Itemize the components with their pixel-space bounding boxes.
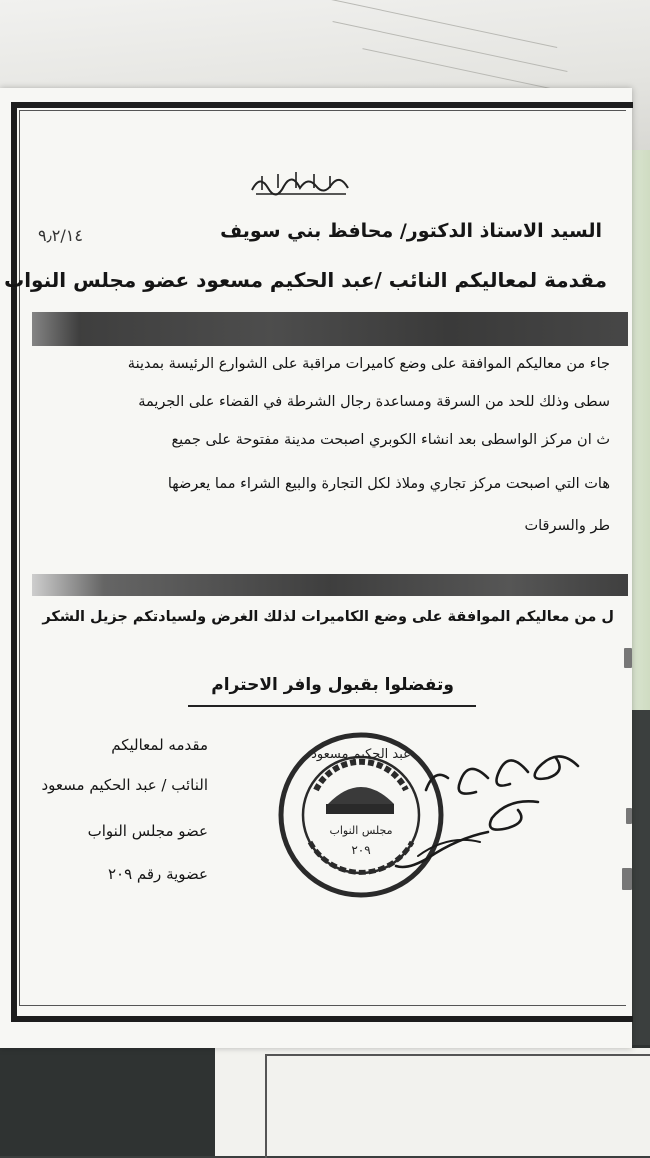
stamp-inner-text: مجلس النواب bbox=[329, 824, 393, 837]
letter-sheet bbox=[0, 88, 632, 1048]
addressee-line: السيد الاستاذ الدكتور/ محافظ بني سويف bbox=[220, 220, 602, 242]
handwritten-signature bbox=[388, 738, 598, 878]
body-line-1: جاء من معاليكم الموافقة على وضع كاميرات مراقبة على الشوارع الرئيسة بمدينة bbox=[127, 356, 610, 372]
body-line-2: سطى وذلك للحد من السرقة ومساعدة رجال الشرطة في القضاء على الجريمة bbox=[138, 394, 610, 410]
body-line-3: ث ان مركز الواسطى بعد انشاء الكوبري اصبحت مدينة مفتوحة على جميع bbox=[171, 432, 610, 448]
redaction-bar bbox=[32, 574, 628, 596]
background-form-sheet bbox=[215, 1048, 650, 1156]
request-line: ل من معاليكم الموافقة على وضع الكاميرات لذلك الغرض ولسيادتكم جزيل الشكر bbox=[42, 609, 614, 625]
closing-line: وتفضلوا بقبول وافر الاحترام bbox=[211, 675, 454, 695]
stamp-outer-text: عبد الحكيم مسعود bbox=[311, 747, 411, 762]
handwritten-date: ٩٫٢/١٤ bbox=[38, 226, 83, 245]
basmala-calligraphy bbox=[248, 166, 352, 200]
closing-underline bbox=[188, 705, 476, 707]
body-line-4: هات التي اصبحت مركز تجاري وملاذ لكل التجارة والبيع الشراء مما يعرضها bbox=[167, 476, 610, 492]
sender-line: مقدمة لمعاليكم النائب /عبد الحكيم مسعود عضو مجلس النواب bbox=[4, 268, 607, 292]
signature-block-line-3: عضو مجلس النواب bbox=[87, 822, 208, 840]
signature-block-line-1: مقدمه لمعاليكم bbox=[111, 736, 208, 754]
signature-block-line-2: النائب / عبد الحكيم مسعود bbox=[41, 776, 208, 794]
signature-block-line-4: عضوية رقم ٢٠٩ bbox=[107, 865, 208, 883]
body-line-5: طر والسرقات bbox=[524, 518, 610, 534]
stamp-number: ٢٠٩ bbox=[351, 843, 371, 857]
redaction-bar bbox=[32, 312, 628, 346]
